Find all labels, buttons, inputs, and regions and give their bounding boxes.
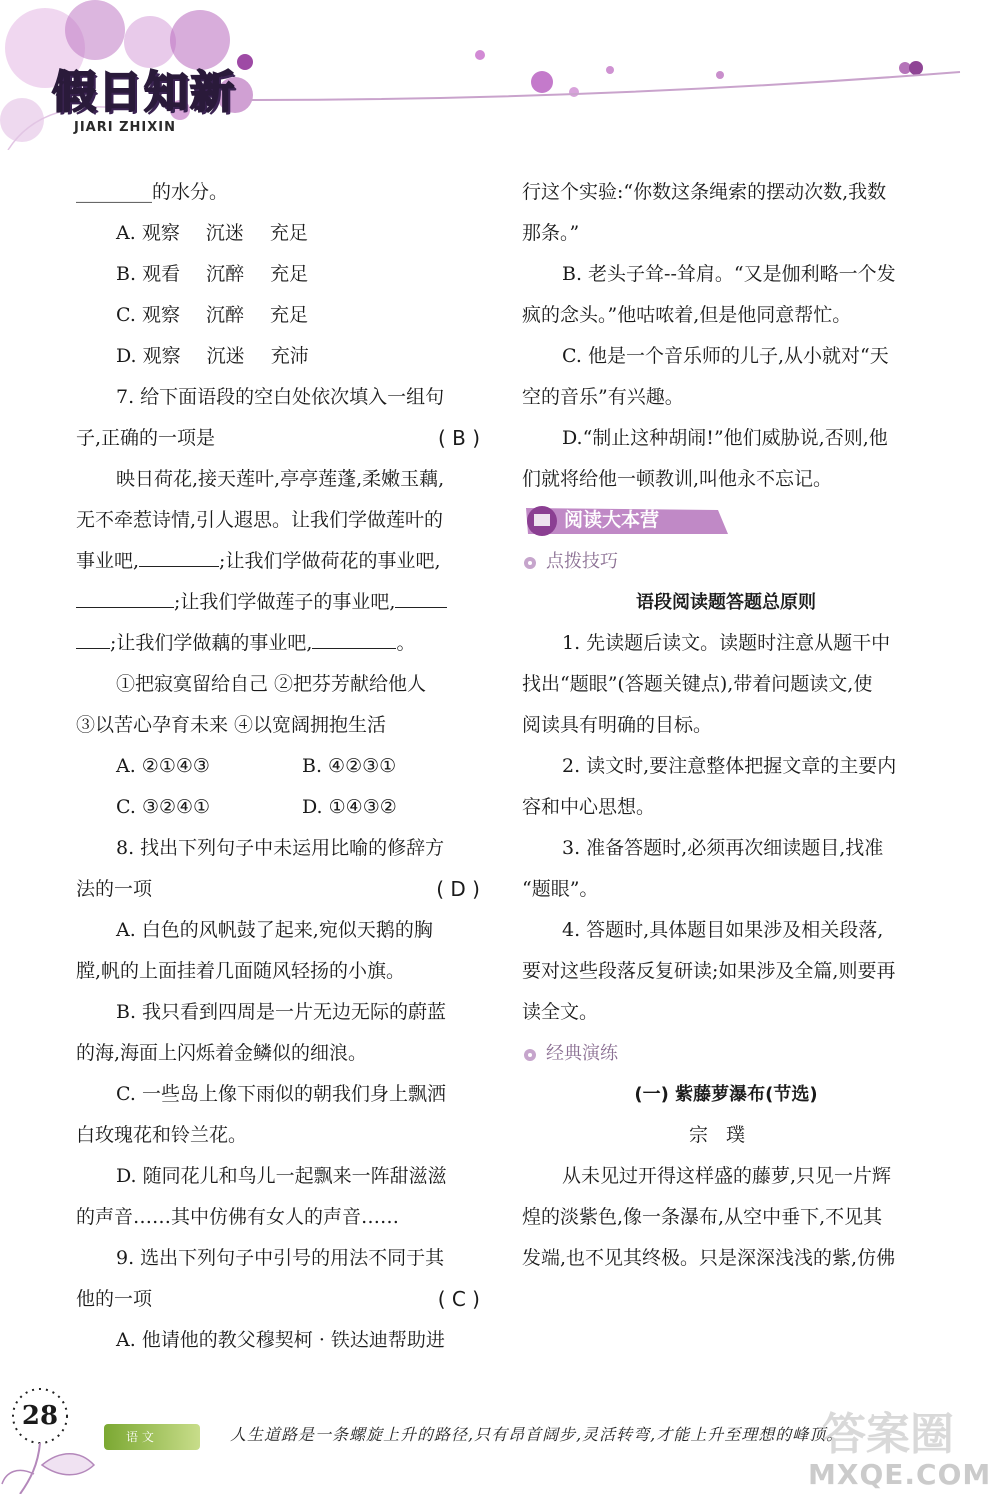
q9-option-b-2: 疯的念头。”他咕哝着,但是他同意帮忙。: [522, 304, 852, 326]
q7-stem: 7. 给下面语段的空白处依次填入一组句: [116, 386, 445, 408]
page-header: [0, 0, 1000, 150]
q8-stem: 8. 找出下列句子中未运用比喻的修辞方: [116, 837, 445, 859]
subject-label: 语 文: [104, 1424, 200, 1450]
q7-choices-2: ③以苦心孕育未来 ④以宽阔拥抱生活: [76, 714, 387, 736]
q9-option-a-3: 那条。”: [522, 222, 580, 244]
blank: [139, 544, 219, 567]
q8-answer: ( D ): [436, 877, 480, 901]
principle-1-c: 阅读具有明确的目标。: [522, 714, 713, 736]
q9-option-d-2: 们就将给他一顿教训,叫他永不忘记。: [522, 468, 833, 490]
right-column: [522, 172, 930, 1279]
q8-option-b-2: 的海,海面上闪烁着金鳞似的细浪。: [76, 1042, 368, 1064]
q8-option-d-2: 的声音……其中仿佛有女人的声音……: [76, 1206, 400, 1228]
q6-option-c: C. 观察 沉醉 充足: [116, 304, 308, 326]
principle-4-c: 读全文。: [522, 1001, 599, 1023]
q6-option-b: B. 观看 沉醉 充足: [116, 263, 309, 285]
q8-option-d-1: D. 随同花儿和鸟儿一起飘来一阵甜滋滋: [116, 1165, 447, 1187]
q6-option-a: A. 观察 沉迷 充足: [116, 222, 308, 244]
principle-2-a: 2. 读文时,要注意整体把握文章的主要内: [562, 755, 897, 777]
passage-line-3: 发端,也不见其终极。只是深深浅浅的紫,仿佛: [522, 1247, 896, 1269]
brand-subtitle: JIARI ZHIXIN: [74, 120, 176, 135]
passage-line-2: 煌的淡紫色,像一条瀑布,从空中垂下,不见其: [522, 1206, 883, 1228]
question-6-tail: ________的水分。: [76, 181, 229, 203]
q9-option-c-1: C. 他是一个音乐师的儿子,从小就对“天: [562, 345, 889, 367]
q9-option-b-1: B. 老头子耸--耸肩。“又是伽利略一个发: [562, 263, 896, 285]
passage-title: (一) 紫藤萝瀑布(节选): [634, 1084, 818, 1105]
q9-stem: 9. 选出下列句子中引号的用法不同于其: [116, 1247, 445, 1269]
brand-title: 假日知新: [52, 67, 236, 118]
q9-option-c-2: 空的音乐”有兴趣。: [522, 386, 684, 408]
q7-passage-5: ;让我们学做藕的事业吧, 。: [76, 623, 482, 664]
watermark-logo: 答案圈: [822, 1409, 954, 1460]
q8-option-c-1: C. 一些岛上像下雨似的朝我们身上飘洒: [116, 1083, 446, 1105]
blank: [395, 585, 447, 608]
flower-icon: [522, 553, 542, 573]
principle-1-a: 1. 先读题后读文。读题时注意从题干中: [562, 632, 891, 654]
q7-passage-2: 无不牵惹诗情,引人遐思。让我们学做莲叶的: [76, 509, 444, 531]
q7-choices-1: ①把寂寞留给自己 ②把芬芳献给他人: [116, 673, 427, 695]
q8-option-b-1: B. 我只看到四周是一片无边无际的蔚蓝: [116, 1001, 447, 1023]
principles-heading: 语段阅读题答题总原则: [636, 592, 816, 613]
principle-4-a: 4. 答题时,具体题目如果涉及相关段落,: [562, 919, 884, 941]
flower-icon: [522, 1045, 542, 1065]
principle-3-b: “题眼”。: [522, 878, 599, 900]
blank: [312, 626, 396, 649]
q7-passage-1: 映日荷花,接天莲叶,亭亭莲蓬,柔嫩玉藕,: [116, 468, 445, 490]
principle-1-b: 找出“题眼”(答题关键点),带着问题读文,使: [522, 673, 873, 695]
principle-2-b: 容和中心思想。: [522, 796, 656, 818]
watermark-url: MXQE.COM: [808, 1458, 992, 1491]
footer-motto: 人生道路是一条螺旋上升的路径,只有昂首阔步,灵活转弯,才能上升至理想的峰顶。: [230, 1425, 844, 1444]
principle-4-b: 要对这些段落反复研读;如果涉及全篇,则要再: [522, 960, 896, 982]
banner-title: 阅读大本营: [564, 509, 660, 531]
q9-option-a-2: 行这个实验:“你数这条绳索的摆动次数,我数: [522, 181, 887, 203]
q7-stem-2: 子,正确的一项是 ( B ): [76, 418, 482, 459]
q9-option-a-1: A. 他请他的教父穆契柯 · 铁达迪帮助进: [116, 1329, 445, 1351]
principle-3-a: 3. 准备答题时,必须再次细读题目,找准: [562, 837, 884, 859]
q6-option-d: D. 观察 沉迷 充沛: [116, 345, 309, 367]
passage-line-1: 从未见过开得这样盛的藤萝,只见一片辉: [562, 1165, 892, 1187]
q8-option-a-2: 膛,帆的上面挂着几面随风轻扬的小旗。: [76, 960, 406, 982]
page-number: 28: [21, 1401, 59, 1431]
q9-option-d-1: D.“制止这种胡闹!”他们威胁说,否则,他: [562, 427, 888, 449]
q7-answer: ( B ): [437, 426, 480, 450]
q7-passage-4: ;让我们学做莲子的事业吧,: [76, 582, 482, 623]
q8-stem-2: 法的一项 ( D ): [76, 869, 482, 910]
blank: [76, 585, 174, 608]
q8-option-a-1: A. 白色的风帆鼓了起来,宛似天鹅的胸: [116, 919, 433, 941]
section-banner-reading: [522, 500, 930, 541]
q9-stem-2: 他的一项 ( C ): [76, 1279, 482, 1320]
q8-option-c-2: 白玫瑰花和铃兰花。: [76, 1124, 248, 1146]
section-tag-tips: 点拨技巧: [522, 541, 930, 582]
q7-options-ab: A. ②①④③ B. ④②③①: [116, 755, 397, 777]
q9-answer: ( C ): [437, 1287, 480, 1311]
section-tag-practice: 经典演练: [522, 1033, 930, 1074]
passage-author: 宗璞: [688, 1124, 763, 1146]
q7-passage-3: 事业吧, ;让我们学做荷花的事业吧,: [76, 541, 482, 582]
blank: [76, 626, 110, 649]
left-column: [76, 172, 482, 1361]
q7-options-cd: C. ③②④① D. ①④③②: [116, 796, 397, 818]
answer-blank: ________: [76, 181, 152, 203]
